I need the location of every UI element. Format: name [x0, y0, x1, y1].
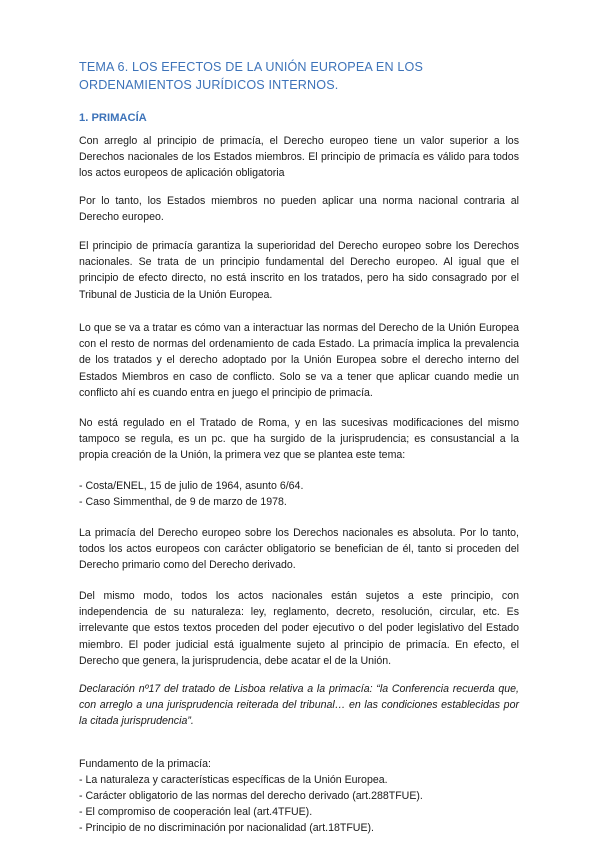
fundamento-item-2: - Carácter obligatorio de las normas del derecho derivado (art.288TFUE). — [79, 790, 423, 802]
document-title: TEMA 6. LOS EFECTOS DE LA UNIÓN EUROPEA EN LOS ORDENAMIENTOS JURÍDICOS INTERNOS. — [79, 60, 423, 92]
fundamento-item-3: - El compromiso de cooperación leal (art.4TFUE). — [79, 806, 313, 818]
paragraph-7: Del mismo modo, todos los actos nacionales están sujetos a este principio, con independencia de su naturaleza: ley, reglamento, decreto, resolución, circular, etc. Es irrelevante que estos textos proceden del poder ejecutivo o del poder legislativo del Estado miembro. El poder judicial está igualmente sujeto al principio de primacía. En efecto, el Derecho que genera, la jurisprudencia, debe acatar el de la Unión. — [79, 590, 519, 667]
declaration-paragraph: Declaración nº17 del tratado de Lisboa relativa a la primacía: “la Conferencia recuerda que, con arreglo a una jurisprudencia reiterada del tribunal… en las condiciones establecidas por la citada jurisprudencia”. — [79, 683, 519, 728]
paragraph-3: El principio de primacía garantiza la superioridad del Derecho europeo sobre los Derechos nacionales. Se trata de un principio fundamental del Derecho europeo. Al igual que el principio de efecto directo, no está inscrito en los tratados, pero ha sido consagrado por el Tribunal de Justicia de la Unión Europea. — [79, 240, 519, 301]
fundamento-heading: Fundamento de la primacía: — [79, 758, 211, 770]
paragraph-5: No está regulado en el Tratado de Roma, y en las sucesivas modificaciones del mismo tampoco se regula, es un pc. que ha surgido de la jurisprudencia; es consustancial a la propia creación de la Unión, la primera vez que se plantea este tema: — [79, 417, 519, 462]
section-heading-primacia: 1. PRIMACÍA — [79, 112, 147, 124]
paragraph-2: Por lo tanto, los Estados miembros no pueden aplicar una norma nacional contraria al Derecho europeo. — [79, 195, 519, 224]
paragraph-6: La primacía del Derecho europeo sobre los Derechos nacionales es absoluta. Por lo tanto, todos los actos europeos con carácter obligatorio se benefician de él, tanto si proceden del Derecho primario como del Derecho derivado. — [79, 527, 519, 572]
paragraph-4: Lo que se va a tratar es cómo van a interactuar las normas del Derecho de la Unión Europea con el resto de normas del ordenamiento de cada Estado. La primacía implica la prevalencia de los tratados y el derecho adoptado por la Unión Europea sobre el derecho interno del Estados Miembros en caso de conflicto. Solo se va a tener que aplicar cuando medie un conflicto ahí es cuando entra en juego el principio de primacía. — [79, 322, 519, 399]
case-item-1: - Costa/ENEL, 15 de julio de 1964, asunto 6/64. — [79, 480, 304, 492]
fundamento-item-1: - La naturaleza y características específicas de la Unión Europea. — [79, 774, 388, 786]
case-item-2: - Caso Simmenthal, de 9 de marzo de 1978. — [79, 496, 287, 508]
paragraph-1: Con arreglo al principio de primacía, el Derecho europeo tiene un valor superior a los Derechos nacionales de los Estados miembros. El principio de primacía es válido para todos los actos europeos de aplicación obligatoria — [79, 135, 519, 180]
fundamento-item-4: - Principio de no discriminación por nacionalidad (art.18TFUE). — [79, 822, 374, 834]
